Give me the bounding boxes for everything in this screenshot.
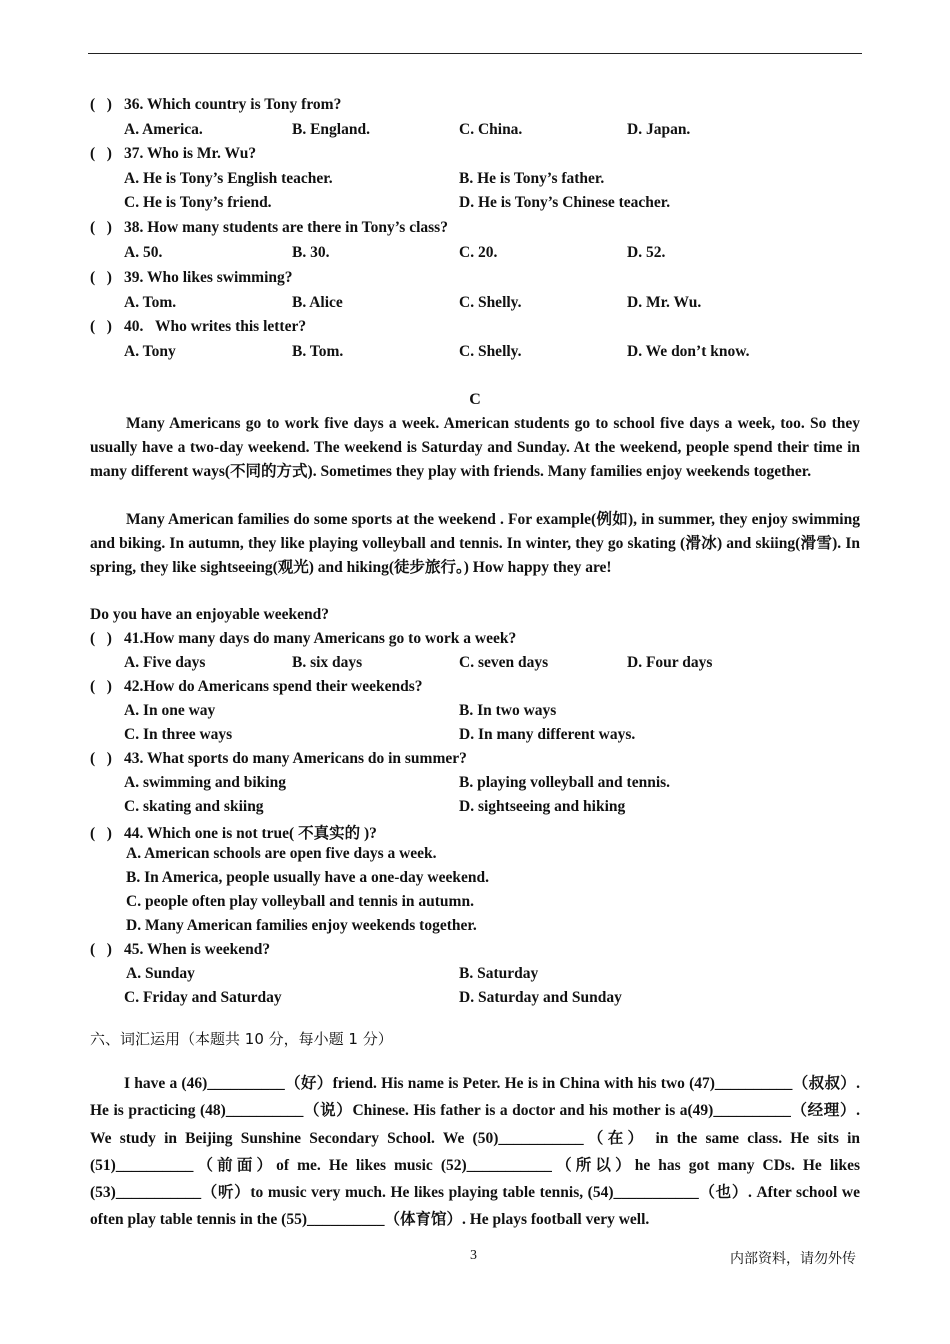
- option: B. England.: [292, 121, 370, 138]
- passage-closing: Do you have an enjoyable weekend?: [90, 606, 329, 623]
- option: C. China.: [459, 121, 523, 138]
- option: A. American schools are open five days a week.: [126, 845, 437, 862]
- option: B. Saturday: [459, 965, 539, 982]
- option: A. Five days: [124, 654, 206, 671]
- option: B. He is Tony’s father.: [459, 170, 605, 187]
- option: D. sightseeing and hiking: [459, 798, 626, 815]
- option: C. In three ways: [124, 726, 233, 743]
- page-number: 3: [470, 1248, 477, 1263]
- option: B. Tom.: [292, 343, 344, 360]
- option: C. Shelly.: [459, 343, 522, 360]
- option: C. 20.: [459, 244, 498, 261]
- option: D. He is Tony’s Chinese teacher.: [459, 194, 671, 211]
- question-38: ( ) 38. How many students are there in Tony’s class?: [90, 219, 448, 236]
- question-39: ( ) 39. Who likes swimming?: [90, 269, 293, 286]
- option: B. six days: [292, 654, 363, 671]
- option: D. Saturday and Sunday: [459, 989, 622, 1006]
- vocabulary-passage: I have a (46)__________（好）friend. His name is Peter. He is in China with his two (47)__________（叔叔）. He is practicing (48)__________（说）Chinese. His father is a doctor and his mother is a(49)__________（经理）. We study in Beijing Sunshine Secondary School. We (50)___________（在） in the same class. He sits in (51)__________（前面）of me. He likes music (52)___________（所以）he has got many CDs. He likes (53)___________（听）to music very much. He likes playing table tennis, (54)___________（也）. After school we often play table tennis in the (55)__________（体育馆）. He plays football very well.: [90, 1075, 860, 1229]
- question-37: ( ) 37. Who is Mr. Wu?: [90, 145, 257, 162]
- answer-blank[interactable]: ( ): [90, 630, 112, 647]
- option: A. swimming and biking: [124, 774, 286, 791]
- answer-blank[interactable]: ( ): [90, 318, 112, 335]
- question-40: ( ) 40. Who writes this letter?: [90, 318, 307, 335]
- option: B. Alice: [292, 294, 343, 311]
- option: D. 52.: [627, 244, 666, 261]
- option: D. Japan.: [627, 121, 691, 138]
- option: A. Tom.: [124, 294, 177, 311]
- question-36: ( ) 36. Which country is Tony from?: [90, 96, 342, 113]
- answer-blank[interactable]: ( ): [90, 825, 112, 842]
- option: C. people often play volleyball and tennis in autumn.: [126, 893, 474, 910]
- option: D. In many different ways.: [459, 726, 636, 743]
- section-title: C: [469, 391, 481, 408]
- option: A. He is Tony’s English teacher.: [124, 170, 333, 187]
- option: D. Many American families enjoy weekends together.: [126, 917, 477, 934]
- option: A. 50.: [124, 244, 163, 261]
- question-42: ( ) 42.How do Americans spend their weekends?: [90, 678, 423, 695]
- option: D. Mr. Wu.: [627, 294, 702, 311]
- answer-blank[interactable]: ( ): [90, 145, 112, 162]
- option: B. 30.: [292, 244, 330, 261]
- option: C. Friday and Saturday: [124, 989, 282, 1006]
- option: B. playing volleyball and tennis.: [459, 774, 671, 791]
- footer-note: 内部资料，请勿外传: [730, 1251, 856, 1267]
- option: C. skating and skiing: [124, 798, 264, 815]
- answer-blank[interactable]: ( ): [90, 750, 112, 767]
- answer-blank[interactable]: ( ): [90, 269, 112, 286]
- question-45: ( ) 45. When is weekend?: [90, 941, 271, 958]
- option: B. In two ways: [459, 702, 557, 719]
- passage-paragraph-1: Many Americans go to work five days a week. American students go to school five days a week, too. So they usually have a two-day weekend. The weekend is Saturday and Sunday. At the weekend, people spend their time in many different ways(不同的方式). Sometimes they play with friends. Many families enjoy weekends together.: [90, 415, 860, 480]
- answer-blank[interactable]: ( ): [90, 219, 112, 236]
- section-6-heading: 六、词汇运用（本题共 10 分，每小题 1 分）: [90, 1030, 393, 1048]
- option: A. In one way: [124, 702, 216, 719]
- question-44: ( ) 44. Which one is not true( 不真实的 )?: [90, 825, 377, 842]
- option: B. In America, people usually have a one-day weekend.: [126, 869, 489, 886]
- header-rule: [88, 53, 862, 54]
- answer-blank[interactable]: ( ): [90, 678, 112, 695]
- option: A. Sunday: [126, 965, 195, 982]
- passage-paragraph-2: Many American families do some sports at the weekend . For example(例如), in summer, they enjoy swimming and biking. In autumn, they like playing volleyball and tennis. In winter, they go skating (滑冰) and skiing(滑雪). In spring, they like sightseeing(观光) and hiking(徒步旅行。) How happy they are!: [90, 511, 860, 576]
- option: A. Tony: [124, 343, 176, 360]
- option: C. seven days: [459, 654, 549, 671]
- option: D. Four days: [627, 654, 713, 671]
- option: D. We don’t know.: [627, 343, 750, 360]
- question-43: ( ) 43. What sports do many Americans do in summer?: [90, 750, 467, 767]
- answer-blank[interactable]: ( ): [90, 941, 112, 958]
- option: C. He is Tony’s friend.: [124, 194, 272, 211]
- option: C. Shelly.: [459, 294, 522, 311]
- option: A. America.: [124, 121, 203, 138]
- question-41: ( ) 41.How many days do many Americans go to work a week?: [90, 630, 517, 647]
- answer-blank[interactable]: ( ): [90, 96, 112, 113]
